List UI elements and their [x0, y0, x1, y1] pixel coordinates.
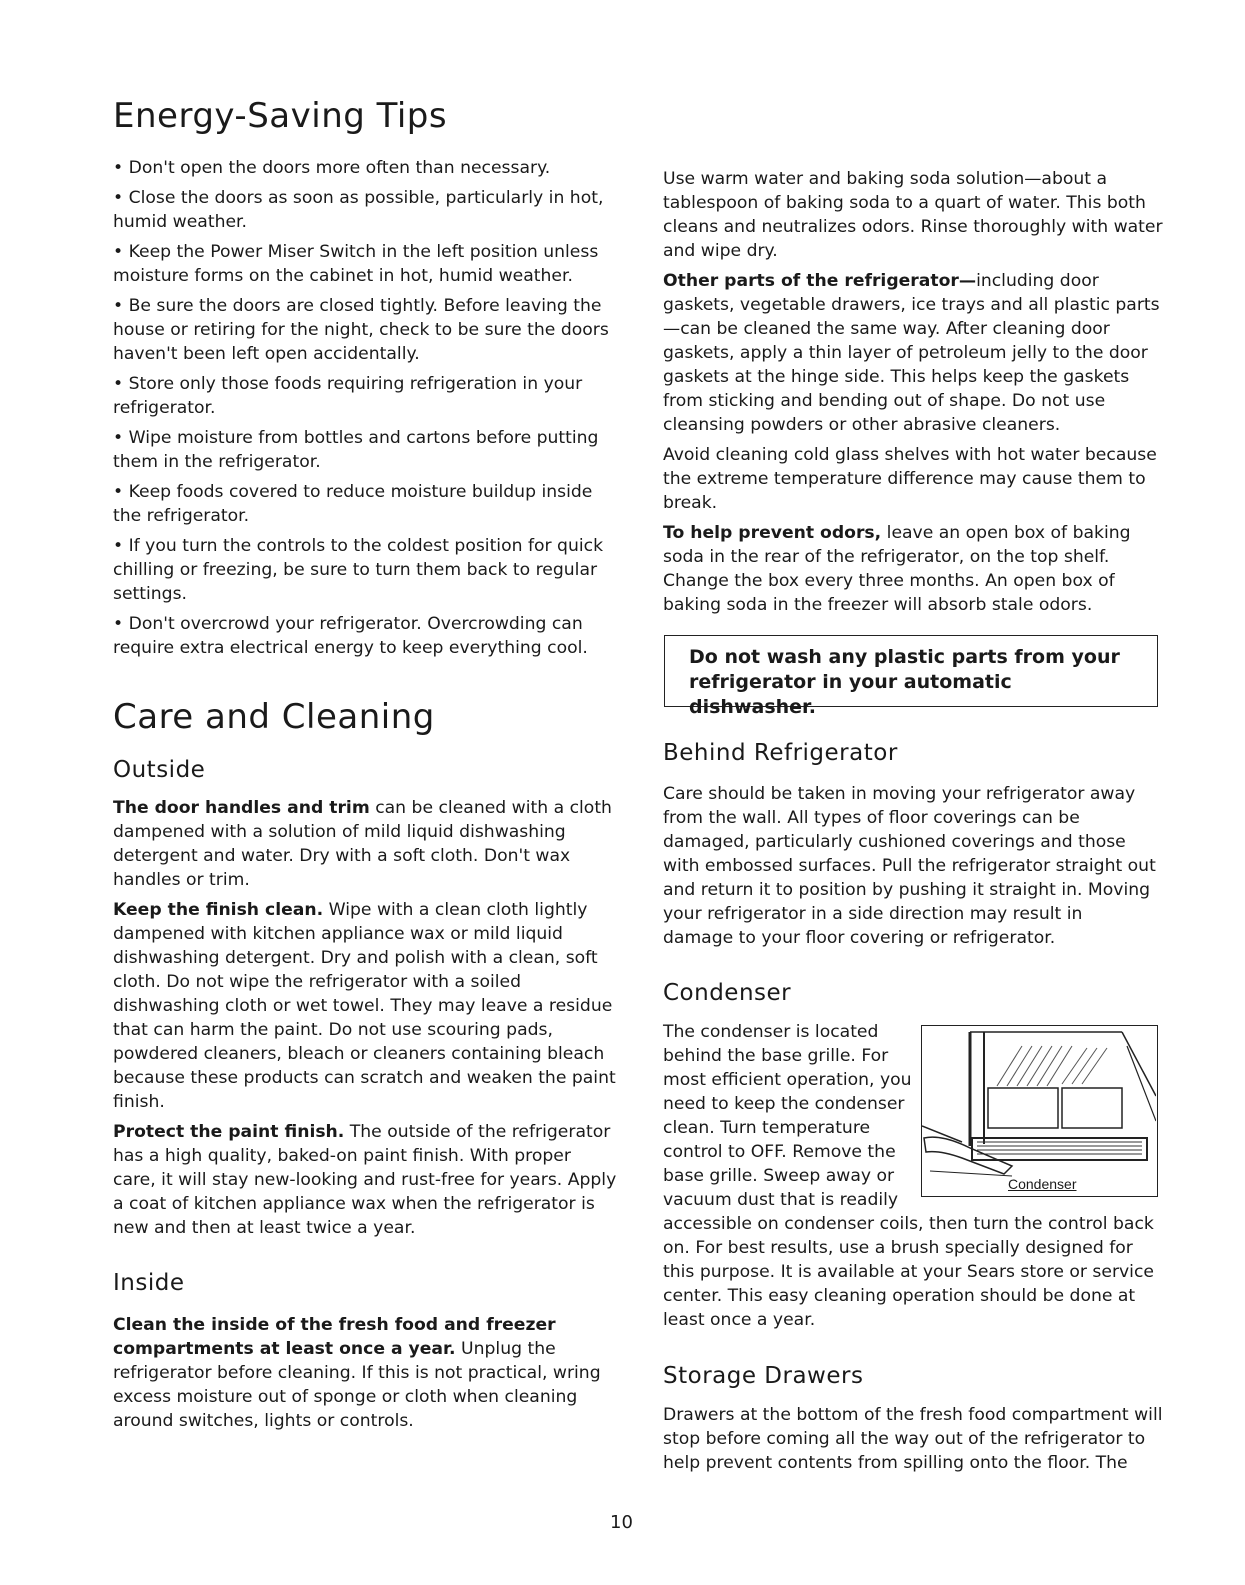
tip-item: • Wipe moisture from bottles and cartons before putting them in the refrigerator. — [113, 428, 599, 472]
condenser-label: Condenser — [1008, 1176, 1077, 1192]
tip-item: • Keep foods covered to reduce moisture buildup inside the refrigerator. — [113, 482, 593, 526]
warning-box: Do not wash any plastic parts from your refrigerator in your automatic dishwasher. — [664, 635, 1158, 707]
refrigerator-base-drawing — [922, 1026, 1156, 1195]
outside-heading: Outside — [113, 757, 206, 783]
condenser-paragraph: The condenser is located behind the base grille. For most efficient operation, you need to keep the condenser clean. Turn temperature control to OFF. Remove the base grille. Sweep away or vacuum dust that is readily — [663, 1022, 912, 1210]
tip-item: • Don't overcrowd your refrigerator. Overcrowding can require extra electrical energy to keep everything cool. — [113, 614, 588, 658]
behind-heading: Behind Refrigerator — [663, 740, 898, 766]
behind-paragraph: Care should be taken in moving your refrigerator away from the wall. All types of floor coverings can be damaged, particularly cushioned coverings and those with embossed surfaces. Pull the refrigerator straight out and return it to position by pushing it straight in. Moving your refrigerator in a side direction may result in damage to your floor covering or refrigerator. — [663, 784, 1156, 948]
outside-paragraph: Protect the paint finish. The outside of the refrigerator has a high quality, baked-on paint finish. With proper care, it will stay new-looking and rust-free for years. Apply a coat of kitchen appliance wax when the refrigerator is new and then at least twice a year. — [113, 1122, 617, 1238]
tip-item: • Store only those foods requiring refrigeration in your refrigerator. — [113, 374, 583, 418]
drawers-text — [663, 1403, 1163, 1481]
condenser-paragraph-cont: accessible on condenser coils, then turn the control back on. For best results, use a brush specially designed for this purpose. It is available at your Sears store or service center. This easy cleaning operation should be done at least once a year. — [663, 1214, 1154, 1330]
outside-paragraph: Keep the finish clean. Wipe with a clean cloth lightly dampened with kitchen appliance wax or mild liquid dishwashing detergent. Dry and polish with a clean, soft cloth. Do not wipe the refrigerator with a soiled dishwashing cloth or wet towel. They may leave a residue that can harm the paint. Do not use scouring pads, powdered cleaners, bleach or cleaners containing bleach because these products can scratch and weaken the paint finish. — [113, 900, 616, 1112]
page-number: 10 — [610, 1512, 633, 1533]
tip-item: • Keep the Power Miser Switch in the left position unless moisture forms on the cabinet in hot, humid weather. — [113, 242, 599, 286]
condenser-heading: Condenser — [663, 980, 792, 1006]
outside-paragraph: The door handles and trim can be cleaned with a cloth dampened with a solution of mild liquid dishwashing detergent and water. Dry with a soft cloth. Don't wax handles or trim. — [113, 798, 612, 890]
behind-text — [663, 782, 1158, 956]
cleaning-paragraph: To help prevent odors, leave an open box of baking soda in the rear of the refrigerator, on the top shelf. Change the box every three months. An open box of baking soda in the freezer will absorb stale odors. — [663, 523, 1131, 615]
drawers-paragraph: Drawers at the bottom of the fresh food compartment will stop before coming all the way out of the refrigerator to help prevent contents from spilling onto the floor. The — [663, 1405, 1163, 1473]
care-title: Care and Cleaning — [113, 697, 435, 737]
inside-heading: Inside — [113, 1270, 185, 1296]
drawers-heading: Storage Drawers — [663, 1363, 864, 1389]
cleaning-paragraph: Use warm water and baking soda solution—about a tablespoon of baking soda to a quart of water. This both cleans and neutralizes odors. Rinse thoroughly with water and wipe dry. — [663, 169, 1163, 261]
cleaning-paragraph: Other parts of the refrigerator—including door gaskets, vegetable drawers, ice trays and all plastic parts—can be cleaned the same way. After cleaning door gaskets, apply a thin layer of petroleum jelly to the door gaskets at the hinge side. This helps keep the gaskets from sticking and bending out of shape. Do not use cleansing powders or other abrasive cleaners. — [663, 271, 1160, 435]
condenser-text-narrow — [663, 1020, 913, 1218]
tip-item: • Close the doors as soon as possible, particularly in hot, humid weather. — [113, 188, 604, 232]
inside-section — [113, 1313, 603, 1439]
outside-section — [113, 796, 618, 1246]
right-column-text — [663, 167, 1163, 623]
tip-item: • Don't open the doors more often than necessary. — [113, 158, 551, 178]
tip-item: • If you turn the controls to the coldest position for quick chilling or freezing, be sure to turn them back to regular settings. — [113, 536, 604, 604]
tips-list — [113, 156, 613, 666]
cleaning-paragraph: Avoid cleaning cold glass shelves with hot water because the extreme temperature difference may cause them to break. — [663, 445, 1157, 513]
condenser-illustration — [921, 1025, 1158, 1197]
tip-item: • Be sure the doors are closed tightly. Before leaving the house or retiring for the night, check to be sure the doors haven't been left open accidentally. — [113, 296, 609, 364]
inside-paragraph: Clean the inside of the fresh food and freezer compartments at least once a year. Unplug the refrigerator before cleaning. If this is not practical, wring excess moisture out of sponge or cloth when cleaning around switches, lights or controls. — [113, 1315, 601, 1431]
condenser-text-wide — [663, 1212, 1163, 1338]
page-title: Energy-Saving Tips — [113, 96, 448, 136]
